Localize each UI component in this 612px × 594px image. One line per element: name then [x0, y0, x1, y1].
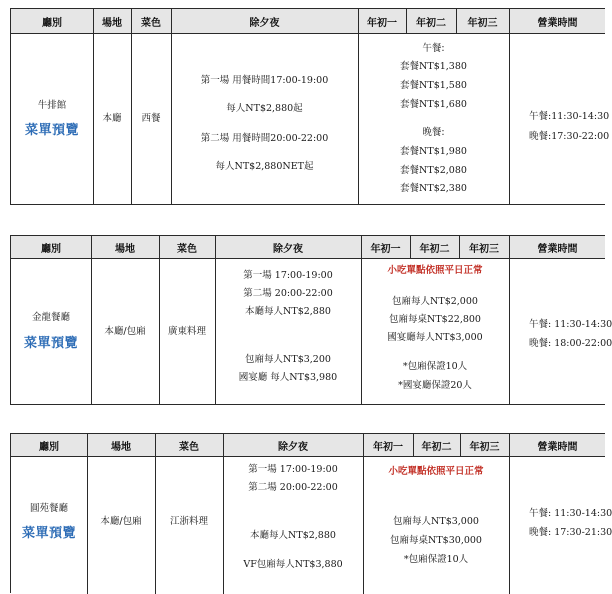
newyear-line: 套餐NT$2,080 [400, 165, 467, 176]
header-day2: 年初二 [419, 243, 450, 255]
eve-line: 第一場 17:00-19:00 [243, 270, 333, 281]
eve-line: 每人NT$2,880起 [226, 103, 303, 114]
header-hall: 廳別 [42, 17, 62, 29]
cuisine-cell: 江浙料理 [169, 516, 208, 528]
header-day3: 年初三 [469, 243, 499, 255]
header-day1: 年初一 [370, 243, 401, 255]
header-venue: 場地 [115, 243, 135, 255]
eve-line: 本廳每人NT$2,880 [245, 306, 331, 317]
newyear-line: 國宴廳每人NT$3,000 [387, 332, 483, 343]
cuisine-cell: 西餐 [141, 113, 161, 125]
table-header-row [11, 434, 605, 457]
hours-line: 午餐: 11:30-14:30 [529, 508, 612, 519]
newyear-line: 包廂每人NT$3,000 [393, 516, 479, 527]
eve-cell [171, 34, 358, 204]
header-day1: 年初一 [373, 441, 403, 453]
eve-line: 第二場 用餐時間20:00-22:00 [200, 133, 329, 144]
table-yuan-yuan [10, 433, 612, 593]
header-hall: 廳別 [41, 243, 61, 255]
hall-name: 金龍餐廳 [31, 312, 70, 324]
header-cuisine: 菜色 [179, 441, 199, 453]
eve-line: 第二場 20:00-22:00 [243, 288, 333, 299]
table-header-row [11, 9, 605, 34]
hall-name: 牛排館 [37, 99, 67, 111]
venue-cell: 本廳/包廂 [100, 516, 142, 528]
header-day2: 年初二 [416, 17, 446, 29]
cuisine-cell: 廣東料理 [167, 325, 206, 337]
header-hours: 營業時間 [537, 243, 578, 255]
header-day2: 年初二 [421, 441, 452, 453]
newyear-line: 包廂每桌NT$22,800 [389, 314, 481, 325]
newyear-line: *包廂保證10人 [402, 361, 468, 372]
hours-cell [509, 259, 612, 404]
newyear-line: 包廂每人NT$2,000 [392, 296, 478, 307]
header-hours: 營業時間 [537, 17, 578, 29]
hours-line: 晚餐: 17:30-21:30 [529, 527, 612, 538]
menu-preview-link[interactable]: 菜單預覽 [23, 335, 78, 351]
eve-line: 本廳每人NT$2,880 [250, 530, 336, 541]
eve-cell [223, 457, 363, 587]
table-golden-dragon [10, 235, 612, 405]
header-hall: 廳別 [39, 441, 59, 453]
header-venue: 場地 [102, 17, 122, 29]
hours-line: 晚餐:17:30-22:00 [529, 131, 610, 142]
newyear-line: *包廂保證10人 [403, 554, 469, 565]
header-venue: 場地 [111, 441, 131, 453]
hall-cell [11, 259, 91, 404]
venue-cell: 本廳 [102, 113, 122, 125]
hours-line: 午餐:11:30-14:30 [529, 111, 610, 122]
hours-line: 晚餐: 18:00-22:00 [529, 338, 612, 349]
newyear-line: 套餐NT$1,380 [400, 61, 467, 72]
header-cuisine: 菜色 [141, 17, 161, 29]
newyear-line: 套餐NT$1,980 [400, 146, 467, 157]
header-eve: 除夕夜 [249, 17, 280, 29]
table-header-row [11, 236, 605, 259]
hours-cell [509, 34, 610, 204]
eve-line: 第一場 17:00-19:00 [248, 464, 338, 475]
eve-line: 包廂每人NT$3,200 [245, 354, 331, 365]
eve-line: 第二場 20:00-22:00 [248, 482, 338, 493]
newyear-cell [363, 457, 509, 587]
hours-cell [509, 457, 612, 587]
eve-line: 國宴廳 每人NT$3,980 [238, 372, 338, 383]
newyear-line: 午餐: [422, 43, 445, 54]
newyear-line: 套餐NT$2,380 [400, 183, 467, 194]
header-cuisine: 菜色 [177, 243, 197, 255]
menu-preview-link[interactable]: 菜單預覽 [24, 123, 79, 139]
newyear-cell [361, 259, 509, 404]
table-steakhouse [10, 8, 610, 205]
newyear-line: *國宴廳保證20人 [398, 380, 472, 391]
header-eve: 除夕夜 [273, 243, 303, 255]
hall-cell [11, 457, 87, 587]
newyear-line: 套餐NT$1,580 [400, 80, 467, 91]
eve-line: VF包廂每人NT$3,880 [243, 559, 343, 570]
venue-cell: 本廳/包廂 [104, 325, 146, 337]
hours-line: 午餐: 11:30-14:30 [529, 319, 612, 330]
header-eve: 除夕夜 [278, 441, 308, 453]
menu-preview-link[interactable]: 菜單預覽 [21, 526, 76, 542]
newyear-line: 晚餐: [422, 127, 445, 138]
newyear-line: 套餐NT$1,680 [400, 99, 467, 110]
newyear-note: 小吃單點依照平日正常 [388, 466, 484, 477]
hall-cell [11, 34, 93, 204]
header-day3: 年初三 [469, 441, 500, 453]
eve-line: 第一場 用餐時間17:00-19:00 [200, 75, 329, 86]
header-hours: 營業時間 [537, 441, 578, 453]
newyear-cell [358, 34, 509, 204]
hall-name: 圓苑餐廳 [29, 502, 68, 514]
eve-line: 每人NT$2,880NET起 [215, 161, 314, 172]
newyear-line: 包廂每桌NT$30,000 [390, 535, 482, 546]
eve-cell [215, 259, 361, 404]
header-day1: 年初一 [367, 17, 397, 29]
header-day3: 年初三 [467, 17, 498, 29]
newyear-note: 小吃單點依照平日正常 [387, 265, 483, 276]
